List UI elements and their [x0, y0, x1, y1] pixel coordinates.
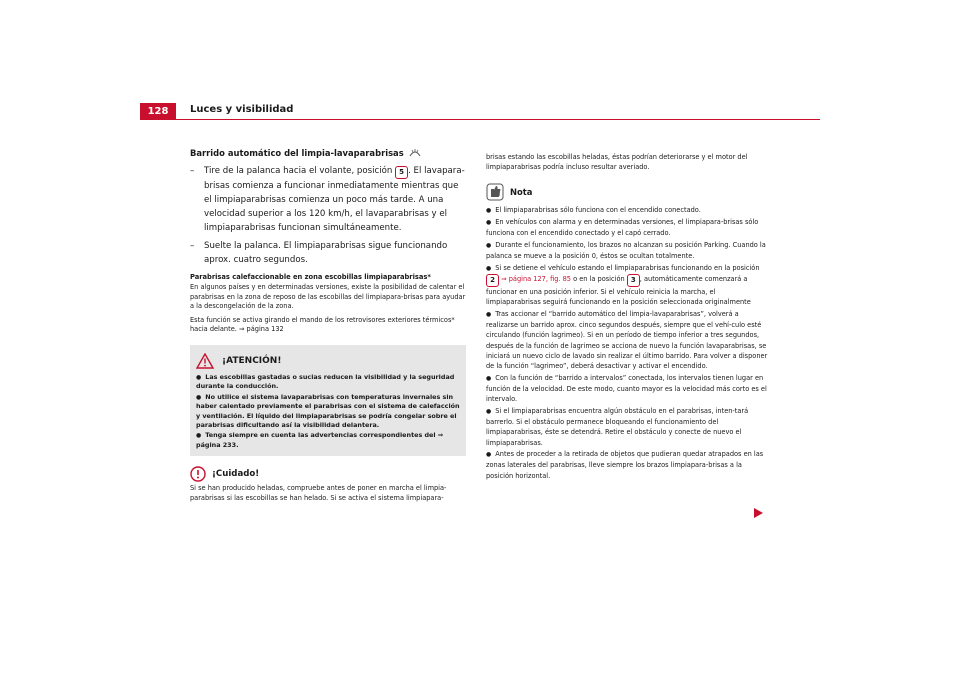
note-item: ● Antes de proceder a la retirada de objetos que pudieran quedar atrapados en las zonas laterales del parabrisas, lleve siempre los brazos limpiapara-brisas a la posición horizontal.: [486, 449, 771, 481]
caution-text: Si se han producido heladas, compruebe antes de poner en marcha el limpia-parabrisas si las escobillas se han helado. Si se activa el sistema limpiapara-: [190, 484, 447, 502]
note-title: Nota: [510, 186, 533, 197]
note-item: ● En vehículos con alarma y en determinadas versiones, el limpiapara-brisas sólo funciona con el encendido conectado y el capó cerrado.: [486, 217, 771, 239]
right-column: [486, 152, 771, 482]
running-header: Luces y visibilidad: [190, 104, 294, 115]
body-paragraph: En algunos países y en determinadas versiones, existe la posibilidad de calentar el parabrisas en la zona de reposo de las escobillas del limpiapara-brisas para ayudar a la descongelación de la zona.: [190, 283, 466, 311]
instruction-step: – Suelte la palanca. El limpiaparabrisas sigue funcionando aprox. cuatro segundos.: [190, 239, 466, 267]
page-reference-link[interactable]: ⇒ página 127, fig. 85: [501, 274, 571, 283]
step1-text-post: . El lavapara-brisas comienza a funcionar inmediatamente mientras que el limpiaparabrisas comienza un poco más tarde. A una velocidad superior a los 120 km/h, el lavaparabrisas y el limpiaparabrisas funcionan simultáneamente.: [204, 166, 465, 233]
position-badge: 5: [395, 166, 408, 179]
page-number: 128: [140, 103, 176, 120]
warning-triangle-icon: [196, 353, 214, 369]
step2-text: Suelte la palanca. El limpiaparabrisas sigue funcionando aprox. cuatro segundos.: [204, 241, 448, 265]
caution-header: [190, 466, 466, 482]
note-icon: [486, 183, 504, 201]
note-item: ● Con la función de “barrido a intervalos” conectada, los intervalos tienen lugar en función de la velocidad. De este modo, cuanto mayor es la velocidad más corto es el intervalo.: [486, 373, 771, 405]
next-page-arrow-icon[interactable]: [752, 507, 764, 519]
note-item: ● Durante el funcionamiento, los brazos no alcanzan su posición Parking. Cuando la palanca se mueve a la posición 0, éstos se ocultan totalmente.: [486, 240, 771, 262]
note-item: ● Si se detiene el vehículo estando el limpiaparabrisas funcionando en la posición 2 ⇒ página 127, fig. 85 o en la posición 3 , automáticamente comenzará a funcionar en una posición inferior. Si el vehículo reinicia la marcha, el limpiaparabrisas seguirá funcionando en la posición seleccionada originalmente: [486, 263, 771, 308]
sub-heading: Parabrisas calefaccionable en zona escobillas limpiaparabrisas*: [190, 273, 431, 281]
section-heading: [190, 148, 466, 158]
caution-continuation: brisas estando las escobillas heladas, éstas podrían deteriorarse y el motor del limpiaparabrisas podría incluso resultar averiado.: [486, 153, 748, 172]
note-item: ● Si el limpiaparabrisas encuentra algún obstáculo en el parabrisas, inten-tará barrerlo. Si el obstáculo permanece bloqueando el funcionamiento del limpiaparabrisas, éste se detendrá. Retire el obstáculo y conecte de nuevo el limpiaparabrisas.: [486, 406, 771, 448]
position-badge: 3: [627, 274, 640, 287]
warning-item: ● Las escobillas gastadas o sucias reducen la visibilidad y la seguridad durante la conducción.: [196, 373, 460, 392]
section-heading-text: Barrido automático del limpia-lavaparabrisas: [190, 148, 404, 158]
warning-item: ● Tenga siempre en cuenta las advertencias correspondientes del ⇒ página 233.: [196, 431, 460, 450]
caution-icon: [190, 466, 206, 482]
instruction-step: – Tire de la palanca hacia el volante, posición 5 . El lavapara-brisas comienza a funcionar inmediatamente mientras que el limpiaparabrisas comienza un poco más tarde. A una velocidad superior a los 120 km/h, el lavaparabrisas y el limpiaparabrisas funcionan simultáneamente.: [190, 166, 465, 233]
left-column: [190, 148, 466, 503]
note-item: ● Tras accionar el “barrido automático del limpia-lavaparabrisas”, volverá a realizarse un barrido aprox. cinco segundos después, siempre que el vehí-culo esté circulando (función lagrimeo). Si en un período de tiempo inferior a tres segundos, después de la función de lagrimeo se acciona de nuevo la función lavaparabrisas, se iniciará un nuevo ciclo de lavado sin realizar el último barrido. Para volver a disponer de la función “lagrimeo”, deberá desactivar y activar el encendido.: [486, 309, 771, 372]
warning-title: ¡ATENCIÓN!: [222, 355, 282, 366]
note-item: ● El limpiaparabrisas sólo funciona con el encendido conectado.: [486, 205, 771, 216]
wiper-washer-icon: [408, 148, 422, 158]
caution-title: ¡Cuidado!: [212, 469, 260, 480]
note-header: [486, 183, 771, 201]
position-badge: 2: [486, 274, 499, 287]
header-rule: [140, 119, 820, 120]
warning-box: [190, 345, 466, 456]
warning-item: ● No utilice el sistema lavaparabrisas con temperaturas invernales sin haber calentado previamente el parabrisas con el sistema de calefacción y ventilación. El líquido del limpiaparabrisas se podría congelar sobre el parabrisas dificultando así la visibilidad delantera.: [196, 393, 460, 431]
step1-text-pre: Tire de la palanca hacia el volante, posición: [204, 166, 396, 176]
body-paragraph: Esta función se activa girando el mando de los retrovisores exteriores térmicos* hacia delante. ⇒ página 132: [190, 315, 455, 334]
